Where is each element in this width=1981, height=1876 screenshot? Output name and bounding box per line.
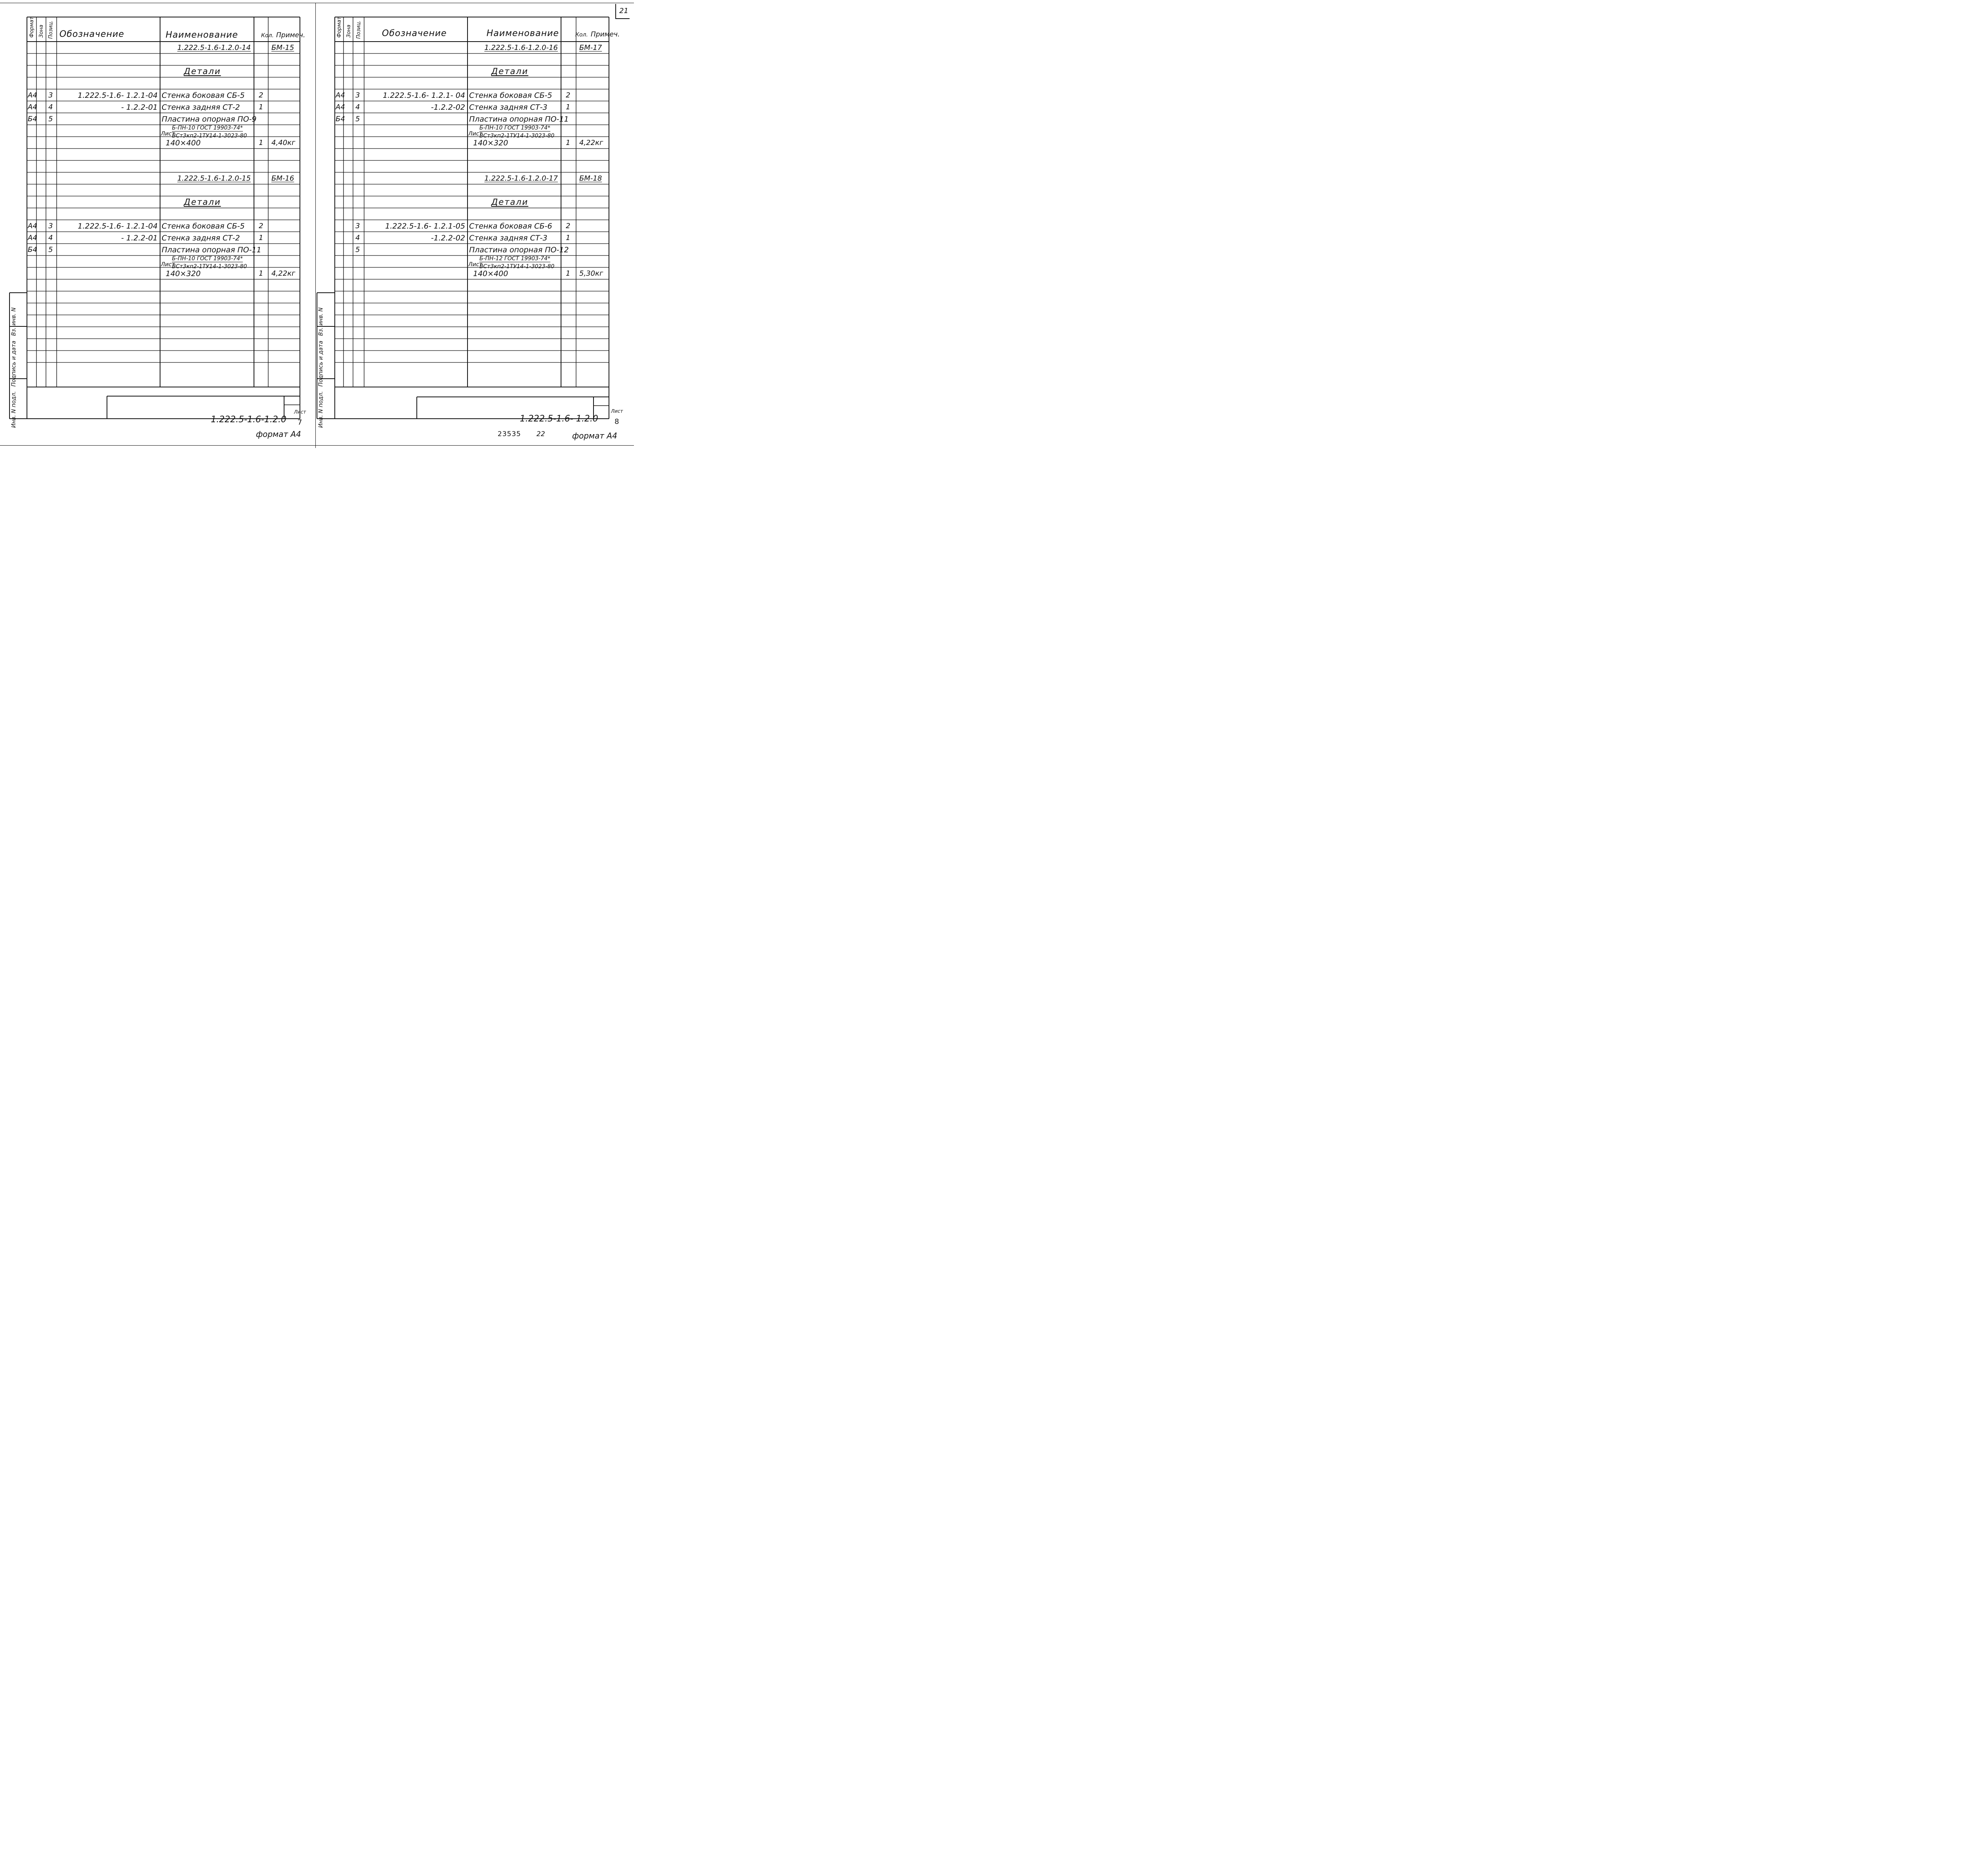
- name-cell: Стенка боковая СБ-5: [162, 222, 245, 231]
- format-cell: А4: [28, 222, 37, 230]
- material-denominator: ВСт3кп2-1ТУ14-1-3023-80: [172, 133, 247, 139]
- name-cell: Пластина опорная ПО-9: [162, 115, 257, 124]
- format-cell: Б4: [28, 246, 37, 254]
- stamp-sign-date: Подпись и дата: [318, 341, 324, 387]
- designation-cell: -1.2.2-02: [431, 234, 465, 242]
- position-cell: 4: [48, 103, 53, 111]
- designation-cell: 1.222.5-1.6- 1.2.1-04: [78, 91, 158, 100]
- header-format: Формат: [29, 17, 35, 38]
- designation-cell: 1.222.5-1.6- 1.2.1- 04: [383, 91, 465, 100]
- name-cell: Стенка боковая СБ-6: [469, 222, 552, 231]
- sheet-grid-left: [0, 0, 315, 448]
- sheet-label: Лист: [611, 408, 623, 414]
- material-denominator: ВСт3кп2-1ТУ14-1-3023-80: [479, 133, 555, 139]
- position-cell: 3: [355, 222, 360, 230]
- header-pos: Позиц.: [48, 20, 54, 39]
- format-cell: А4: [28, 103, 37, 111]
- dimensions-cell: 140×320: [166, 269, 201, 278]
- dimensions-cell: 140×400: [166, 139, 201, 147]
- format-cell: А4: [336, 103, 345, 111]
- position-cell: 4: [355, 234, 360, 242]
- assembly-code: 1.222.5-1.6-1.2.0-16: [484, 44, 558, 52]
- designation-cell: -1.2.2-02: [431, 103, 465, 112]
- format-cell: Б4: [336, 115, 345, 123]
- designation-cell: 1.222.5-1.6- 1.2.1-05: [385, 222, 465, 231]
- note-cell: БМ-16: [271, 174, 294, 183]
- note-cell: 4,22кг: [271, 269, 296, 278]
- format-cell: А4: [336, 91, 345, 99]
- note-cell: БМ-18: [579, 174, 602, 183]
- designation-cell: - 1.2.2-01: [121, 234, 158, 242]
- designation-cell: - 1.2.2-01: [121, 103, 158, 112]
- material-prefix: Лист: [468, 261, 483, 268]
- name-cell: Стенка задняя СТ-2: [162, 234, 240, 242]
- spec-sheet-left: [0, 0, 315, 448]
- material-numerator: Б-ПН-10 ГОСТ 19903-74*: [479, 125, 551, 131]
- material-prefix: Лист: [161, 261, 175, 268]
- header-zone: Зона: [38, 25, 44, 38]
- header-designation: Обозначение: [59, 29, 124, 39]
- doc-code: 1.222.5-1.6- 1.2.0: [520, 414, 598, 424]
- qty-cell: 1: [259, 269, 263, 278]
- qty-cell: 2: [566, 91, 571, 99]
- position-cell: 3: [48, 222, 53, 230]
- footer-number-2: 22: [536, 430, 545, 438]
- qty-cell: 2: [259, 91, 263, 99]
- name-cell: Пластина опорная ПО-12: [469, 246, 569, 254]
- note-cell: БМ-17: [579, 44, 602, 52]
- name-cell: Стенка задняя СТ-3: [469, 103, 548, 112]
- assembly-code: 1.222.5-1.6-1.2.0-15: [177, 174, 251, 183]
- doc-code: 1.222.5-1.6-1.2.0: [211, 415, 286, 425]
- note-cell: 4,22кг: [579, 139, 603, 147]
- header-qty: Кол.: [575, 32, 588, 38]
- position-cell: 4: [355, 103, 360, 111]
- name-cell: Стенка боковая СБ-5: [162, 91, 245, 100]
- name-cell: Стенка задняя СТ-2: [162, 103, 240, 112]
- stamp-vz-inv: Вз. инв. N: [318, 307, 324, 336]
- header-designation: Обозначение: [382, 29, 447, 38]
- sheet-label: Лист: [294, 409, 306, 415]
- qty-cell: 1: [259, 234, 263, 242]
- section-title: Детали: [491, 197, 529, 207]
- position-cell: 5: [48, 115, 53, 123]
- position-cell: 3: [48, 91, 53, 99]
- position-cell: 4: [48, 234, 53, 242]
- sheet-number: 7: [298, 418, 302, 427]
- qty-cell: 1: [566, 234, 571, 242]
- stamp-inv-podl: Инв. N подл.: [318, 391, 324, 428]
- qty-cell: 2: [259, 222, 263, 230]
- assembly-code: 1.222.5-1.6-1.2.0-14: [177, 44, 251, 52]
- dimensions-cell: 140×320: [473, 139, 508, 147]
- header-name: Наименование: [487, 29, 559, 38]
- stamp-sign-date: Подпись и дата: [11, 341, 17, 387]
- format-cell: А4: [28, 91, 37, 99]
- name-cell: Стенка задняя СТ-3: [469, 234, 548, 242]
- note-cell: 4,40кг: [271, 139, 296, 147]
- header-qty: Кол.: [261, 32, 274, 39]
- position-cell: 5: [355, 115, 360, 123]
- position-cell: 3: [355, 91, 360, 99]
- material-numerator: Б-ПН-10 ГОСТ 19903-74*: [172, 125, 243, 131]
- note-cell: БМ-15: [271, 44, 294, 52]
- section-title: Детали: [184, 197, 221, 207]
- footer-number-1: 23535: [498, 430, 521, 438]
- format-cell: А4: [28, 234, 37, 242]
- stamp-vz-inv: Вз. инв. N: [11, 307, 17, 336]
- stamp-inv-podl: Инв. N подл.: [11, 391, 17, 428]
- sheet-number: 8: [615, 418, 619, 426]
- designation-cell: 1.222.5-1.6- 1.2.1-04: [78, 222, 158, 231]
- material-prefix: Лист: [161, 131, 175, 137]
- header-note: Примеч.: [276, 31, 305, 39]
- qty-cell: 1: [259, 103, 263, 111]
- name-cell: Стенка боковая СБ-5: [469, 91, 552, 100]
- page-number: 21: [619, 7, 628, 15]
- qty-cell: 1: [566, 103, 571, 111]
- dimensions-cell: 140×400: [473, 269, 508, 278]
- format-label: формат А4: [256, 429, 301, 439]
- material-prefix: Лист: [468, 131, 483, 137]
- qty-cell: 2: [566, 222, 571, 230]
- note-cell: 5,30кг: [579, 269, 603, 278]
- header-pos: Позиц.: [356, 20, 362, 39]
- spec-sheet-right: [315, 0, 634, 448]
- material-numerator: Б-ПН-10 ГОСТ 19903-74*: [172, 255, 243, 262]
- format-label: формат А4: [572, 431, 617, 440]
- name-cell: Пластина опорная ПО-11: [469, 115, 569, 124]
- header-zone: Зона: [346, 25, 352, 38]
- material-denominator: ВСт3кп2-1ТУ14-1-3023-80: [479, 263, 555, 270]
- header-name: Наименование: [166, 30, 238, 40]
- name-cell: Пластина опорная ПО-11: [162, 246, 261, 254]
- header-format: Формат: [336, 17, 342, 38]
- section-title: Детали: [491, 67, 529, 76]
- material-numerator: Б-ПН-12 ГОСТ 19903-74*: [479, 255, 551, 262]
- material-denominator: ВСт3кп2-1ТУ14-1-3023-80: [172, 263, 247, 270]
- format-cell: Б4: [28, 115, 37, 123]
- position-cell: 5: [48, 246, 53, 254]
- qty-cell: 1: [566, 139, 571, 147]
- qty-cell: 1: [259, 139, 263, 147]
- header-note: Примеч.: [591, 31, 620, 38]
- section-title: Детали: [184, 67, 221, 76]
- position-cell: 5: [355, 246, 360, 254]
- qty-cell: 1: [566, 269, 571, 278]
- assembly-code: 1.222.5-1.6-1.2.0-17: [484, 174, 558, 183]
